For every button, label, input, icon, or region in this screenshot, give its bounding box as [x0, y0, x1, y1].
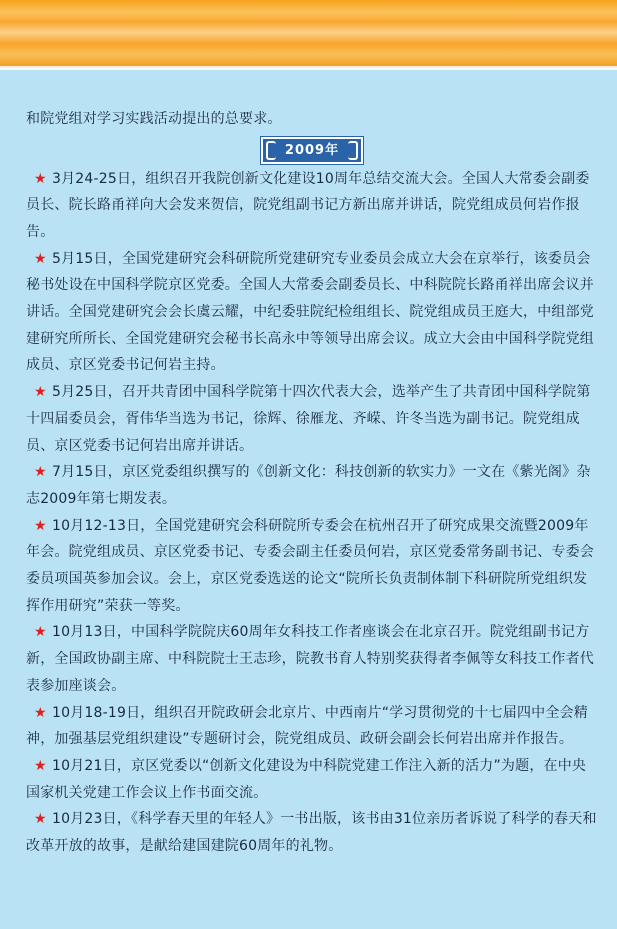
- star-icon: ★: [34, 464, 47, 481]
- document-body: [26, 106, 598, 860]
- entry-5: [26, 513, 598, 620]
- entry-4: [26, 459, 598, 512]
- entry-2: [26, 246, 598, 380]
- star-icon: ★: [34, 384, 47, 401]
- entry-6: [26, 619, 598, 699]
- star-icon: ★: [34, 250, 47, 267]
- entry-text: 3月24-25日，组织召开我院创新文化建设10周年总结交流大会。全国人大常委会副委员长、院长路甬祥向大会发来贺信，院党组副书记方新出席并讲话，院党组成员何岩作报告。: [26, 170, 590, 240]
- entry-text: 10月23日，《科学春天里的年轻人》一书出版，该书由31位亲历者诉说了科学的春天和改革开放的故事，是献给建国建院60周年的礼物。: [26, 811, 597, 855]
- star-icon: ★: [34, 704, 47, 721]
- lead-paragraph: 和院党组对学习实践活动提出的总要求。: [26, 111, 282, 127]
- entry-3: [26, 379, 598, 459]
- entry-text: 10月21日，京区党委以“创新文化建设为中科院党建工作注入新的活力”为题，在中央国家机关党建工作会议上作书面交流。: [26, 757, 587, 801]
- entry-text: 10月13日，中国科学院院庆60周年女科技工作者座谈会在北京召开。院党组副书记方新，全国政协副主席、中科院院士王志珍，院教书育人特别奖获得者李佩等女科技工作者代表参加座谈会。: [26, 624, 594, 694]
- entry-1: [26, 166, 598, 246]
- year-badge: [26, 137, 598, 164]
- entry-text: 5月15日，全国党建研究会科研院所党建研究专业委员会成立大会在京举行，该委员会秘书处设在中国科学院京区党委。全国人大常委会副委员长、中科院院长路甬祥出席会议并讲话。全国党建研究会会长虞云耀，中纪委驻院纪检组组长、院党组成员王庭大，中组部党建研究所所长、全国党建研究会秘书长高永中等领导出席会议。成立大会由中国科学院党组成员、京区党委书记何岩主持。: [26, 250, 594, 374]
- year-label: 2009年: [261, 137, 363, 164]
- star-icon: ★: [34, 811, 47, 828]
- entry-9: [26, 806, 598, 859]
- entry-text: 7月15日，京区党委组织撰写的《创新文化：科技创新的软实力》一文在《紫光阁》杂志2009年第七期发表。: [26, 464, 591, 507]
- star-icon: ★: [34, 517, 47, 534]
- entry-text: 10月18-19日，组织召开院政研会北京片、中西南片“学习贯彻党的十七届四中全会精神，加强基层党组织建设”专题研讨会，院党组成员、政研会副会长何岩出席并作报告。: [26, 704, 588, 748]
- entry-7: [26, 700, 598, 753]
- entry-text: 5月25日，召开共青团中国科学院第十四次代表大会，选举产生了共青团中国科学院第十四届委员会，胥伟华当选为书记，徐辉、徐雁龙、齐嵘、许冬当选为副书记。院党组成员、京区党委书记何岩出席并讲话。: [26, 384, 591, 454]
- entry-text: 10月12-13日，全国党建研究会科研院所专委会在杭州召开了研究成果交流暨2009年年会。院党组成员、京区党委书记、专委会副主任委员何岩，京区党委常务副书记、专委会委员项国英参加会议。会上，京区党委选送的论文“院所长负责制体制下科研院所党组织发挥作用研究”荣获一等奖。: [26, 517, 594, 614]
- star-icon: ★: [34, 624, 47, 641]
- star-icon: ★: [34, 757, 47, 774]
- star-icon: ★: [34, 170, 47, 187]
- entry-8: [26, 753, 598, 806]
- header-banner: [0, 0, 617, 68]
